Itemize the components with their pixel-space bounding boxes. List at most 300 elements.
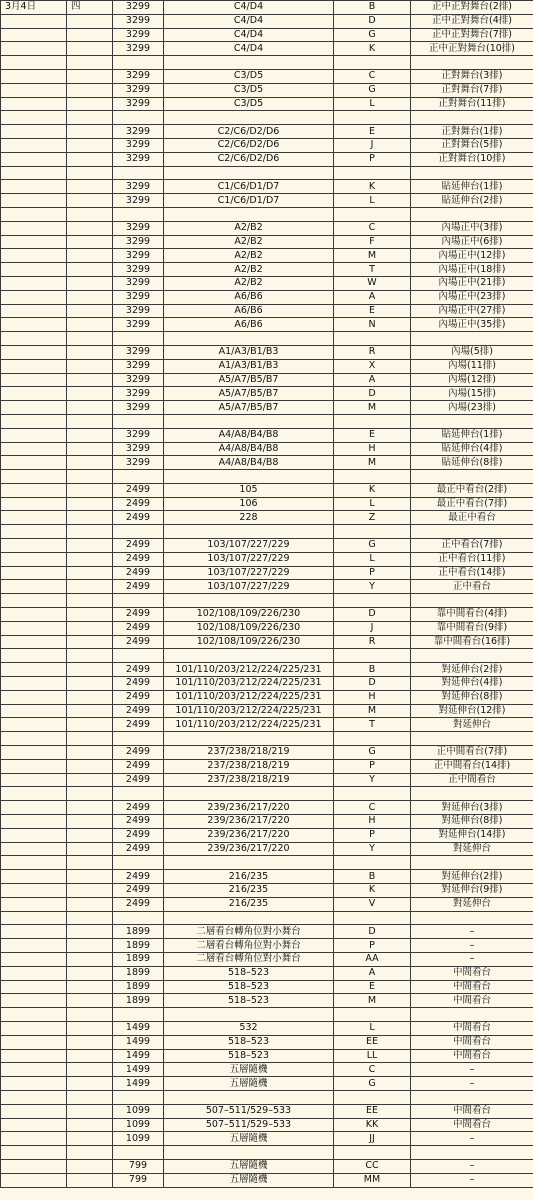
weekday-cell[interactable] [67, 552, 113, 566]
price-cell[interactable] [113, 111, 164, 125]
row-cell[interactable]: M [334, 456, 411, 470]
section-cell[interactable]: 102/108/109/226/230 [164, 621, 334, 635]
section-cell[interactable] [164, 525, 334, 539]
row-cell[interactable]: H [334, 690, 411, 704]
date-cell[interactable] [1, 456, 67, 470]
weekday-cell[interactable] [67, 663, 113, 677]
section-cell[interactable]: 五層隨機 [164, 1173, 334, 1187]
section-cell[interactable] [164, 166, 334, 180]
price-cell[interactable]: 3299 [113, 221, 164, 235]
section-cell[interactable]: A5/A7/B5/B7 [164, 387, 334, 401]
section-cell[interactable]: 216/235 [164, 870, 334, 884]
description-cell[interactable]: 內場正中(18排) [411, 263, 533, 277]
section-cell[interactable] [164, 1008, 334, 1022]
description-cell[interactable]: 中間看台 [411, 980, 533, 994]
section-cell[interactable]: A6/B6 [164, 318, 334, 332]
section-cell[interactable]: 106 [164, 497, 334, 511]
price-cell[interactable]: 1099 [113, 1104, 164, 1118]
weekday-cell[interactable] [67, 525, 113, 539]
price-cell[interactable]: 1899 [113, 994, 164, 1008]
description-cell[interactable]: 最正中看台(7排) [411, 497, 533, 511]
description-cell[interactable]: 對延伸台(2排) [411, 870, 533, 884]
description-cell[interactable] [411, 414, 533, 428]
price-cell[interactable]: 2499 [113, 552, 164, 566]
weekday-cell[interactable] [67, 1173, 113, 1187]
price-cell[interactable]: 1499 [113, 1049, 164, 1063]
section-cell[interactable]: 518–523 [164, 980, 334, 994]
price-cell[interactable]: 1499 [113, 1063, 164, 1077]
row-cell[interactable] [334, 1008, 411, 1022]
row-cell[interactable]: B [334, 1, 411, 15]
description-cell[interactable]: 貼延伸台(4排) [411, 442, 533, 456]
weekday-cell[interactable] [67, 1146, 113, 1160]
price-cell[interactable]: 3299 [113, 97, 164, 111]
section-cell[interactable]: A4/A8/B4/B8 [164, 428, 334, 442]
description-cell[interactable]: 內場正中(12排) [411, 249, 533, 263]
section-cell[interactable]: 102/108/109/226/230 [164, 608, 334, 622]
row-cell[interactable] [334, 332, 411, 346]
price-cell[interactable]: 3299 [113, 428, 164, 442]
price-cell[interactable]: 3299 [113, 318, 164, 332]
price-cell[interactable]: 1899 [113, 980, 164, 994]
description-cell[interactable]: 正中正對舞台(4排) [411, 14, 533, 28]
description-cell[interactable]: 正中間看台(7排) [411, 746, 533, 760]
section-cell[interactable] [164, 414, 334, 428]
weekday-cell[interactable] [67, 925, 113, 939]
date-cell[interactable] [1, 870, 67, 884]
date-cell[interactable] [1, 304, 67, 318]
price-cell[interactable] [113, 732, 164, 746]
price-cell[interactable]: 2499 [113, 759, 164, 773]
section-cell[interactable]: 239/236/217/220 [164, 828, 334, 842]
description-cell[interactable]: – [411, 939, 533, 953]
row-cell[interactable] [334, 732, 411, 746]
description-cell[interactable]: 最正中看台(2排) [411, 483, 533, 497]
date-cell[interactable] [1, 221, 67, 235]
weekday-cell[interactable] [67, 773, 113, 787]
description-cell[interactable]: 對延伸台(12排) [411, 704, 533, 718]
description-cell[interactable] [411, 470, 533, 484]
section-cell[interactable]: 518–523 [164, 1049, 334, 1063]
date-cell[interactable] [1, 552, 67, 566]
row-cell[interactable]: EE [334, 1035, 411, 1049]
description-cell[interactable]: 內場(23排) [411, 401, 533, 415]
date-cell[interactable] [1, 470, 67, 484]
section-cell[interactable] [164, 1146, 334, 1160]
weekday-cell[interactable] [67, 911, 113, 925]
weekday-cell[interactable] [67, 69, 113, 83]
row-cell[interactable]: D [334, 387, 411, 401]
weekday-cell[interactable] [67, 180, 113, 194]
description-cell[interactable]: 對延伸台(4排) [411, 677, 533, 691]
date-cell[interactable] [1, 759, 67, 773]
date-cell[interactable] [1, 69, 67, 83]
description-cell[interactable]: 內場(15排) [411, 387, 533, 401]
section-cell[interactable]: 507–511/529–533 [164, 1118, 334, 1132]
price-cell[interactable]: 1899 [113, 925, 164, 939]
description-cell[interactable] [411, 525, 533, 539]
section-cell[interactable]: 518–523 [164, 966, 334, 980]
date-cell[interactable] [1, 138, 67, 152]
date-cell[interactable] [1, 345, 67, 359]
date-cell[interactable] [1, 14, 67, 28]
price-cell[interactable]: 2499 [113, 842, 164, 856]
price-cell[interactable]: 1899 [113, 939, 164, 953]
price-cell[interactable] [113, 911, 164, 925]
row-cell[interactable]: JJ [334, 1132, 411, 1146]
section-cell[interactable]: C4/D4 [164, 28, 334, 42]
row-cell[interactable]: M [334, 704, 411, 718]
row-cell[interactable]: L [334, 1021, 411, 1035]
price-cell[interactable]: 2499 [113, 677, 164, 691]
date-cell[interactable] [1, 497, 67, 511]
section-cell[interactable]: C3/D5 [164, 69, 334, 83]
weekday-cell[interactable] [67, 1049, 113, 1063]
description-cell[interactable]: 內場(12排) [411, 373, 533, 387]
section-cell[interactable] [164, 649, 334, 663]
date-cell[interactable] [1, 263, 67, 277]
weekday-cell[interactable] [67, 263, 113, 277]
section-cell[interactable] [164, 56, 334, 70]
row-cell[interactable] [334, 111, 411, 125]
row-cell[interactable]: G [334, 83, 411, 97]
row-cell[interactable]: E [334, 980, 411, 994]
section-cell[interactable]: A6/B6 [164, 290, 334, 304]
weekday-cell[interactable] [67, 428, 113, 442]
description-cell[interactable]: 對延伸台(9排) [411, 884, 533, 898]
section-cell[interactable]: 五層隨機 [164, 1159, 334, 1173]
date-cell[interactable] [1, 856, 67, 870]
date-cell[interactable] [1, 1104, 67, 1118]
row-cell[interactable]: G [334, 746, 411, 760]
section-cell[interactable]: 239/236/217/220 [164, 842, 334, 856]
date-cell[interactable] [1, 732, 67, 746]
description-cell[interactable]: 內場正中(6排) [411, 235, 533, 249]
row-cell[interactable]: P [334, 828, 411, 842]
description-cell[interactable]: 貼延伸台(1排) [411, 180, 533, 194]
date-cell[interactable] [1, 884, 67, 898]
section-cell[interactable]: 507–511/529–533 [164, 1104, 334, 1118]
date-cell[interactable] [1, 525, 67, 539]
weekday-cell[interactable] [67, 111, 113, 125]
date-cell[interactable] [1, 276, 67, 290]
weekday-cell[interactable] [67, 387, 113, 401]
description-cell[interactable]: – [411, 1063, 533, 1077]
section-cell[interactable]: 五層隨機 [164, 1077, 334, 1091]
weekday-cell[interactable] [67, 14, 113, 28]
description-cell[interactable]: 中間看台 [411, 1035, 533, 1049]
description-cell[interactable]: 對延伸台(8排) [411, 815, 533, 829]
description-cell[interactable] [411, 1008, 533, 1022]
weekday-cell[interactable] [67, 539, 113, 553]
weekday-cell[interactable] [67, 304, 113, 318]
description-cell[interactable]: 內場(5排) [411, 345, 533, 359]
description-cell[interactable]: 正中正對舞台(7排) [411, 28, 533, 42]
section-cell[interactable]: 102/108/109/226/230 [164, 635, 334, 649]
section-cell[interactable]: 二層看台轉角位對小舞台 [164, 925, 334, 939]
date-cell[interactable] [1, 718, 67, 732]
description-cell[interactable] [411, 56, 533, 70]
row-cell[interactable]: T [334, 263, 411, 277]
weekday-cell[interactable] [67, 345, 113, 359]
weekday-cell[interactable] [67, 635, 113, 649]
row-cell[interactable]: V [334, 897, 411, 911]
section-cell[interactable]: 216/235 [164, 884, 334, 898]
date-cell[interactable] [1, 235, 67, 249]
row-cell[interactable]: P [334, 939, 411, 953]
weekday-cell[interactable] [67, 690, 113, 704]
row-cell[interactable]: L [334, 497, 411, 511]
price-cell[interactable]: 1899 [113, 952, 164, 966]
date-cell[interactable] [1, 414, 67, 428]
weekday-cell[interactable] [67, 83, 113, 97]
weekday-cell[interactable] [67, 759, 113, 773]
date-cell[interactable] [1, 152, 67, 166]
section-cell[interactable]: C3/D5 [164, 97, 334, 111]
weekday-cell[interactable] [67, 842, 113, 856]
weekday-cell[interactable] [67, 580, 113, 594]
description-cell[interactable]: 中間看台 [411, 1104, 533, 1118]
date-cell[interactable] [1, 911, 67, 925]
section-cell[interactable]: C2/C6/D2/D6 [164, 152, 334, 166]
section-cell[interactable] [164, 470, 334, 484]
description-cell[interactable] [411, 649, 533, 663]
row-cell[interactable]: D [334, 925, 411, 939]
date-cell[interactable] [1, 428, 67, 442]
row-cell[interactable]: D [334, 14, 411, 28]
weekday-cell[interactable] [67, 483, 113, 497]
date-cell[interactable] [1, 1159, 67, 1173]
description-cell[interactable]: 對延伸台(8排) [411, 690, 533, 704]
description-cell[interactable] [411, 332, 533, 346]
description-cell[interactable]: 對延伸台(14排) [411, 828, 533, 842]
date-cell[interactable] [1, 97, 67, 111]
date-cell[interactable] [1, 925, 67, 939]
section-cell[interactable]: 101/110/203/212/224/225/231 [164, 677, 334, 691]
price-cell[interactable] [113, 470, 164, 484]
price-cell[interactable]: 3299 [113, 456, 164, 470]
weekday-cell[interactable] [67, 442, 113, 456]
section-cell[interactable]: A6/B6 [164, 304, 334, 318]
weekday-cell[interactable] [67, 42, 113, 56]
section-cell[interactable] [164, 207, 334, 221]
date-cell[interactable] [1, 373, 67, 387]
section-cell[interactable]: A4/A8/B4/B8 [164, 442, 334, 456]
description-cell[interactable]: 貼延伸台(1排) [411, 428, 533, 442]
weekday-cell[interactable] [67, 125, 113, 139]
date-cell[interactable] [1, 773, 67, 787]
date-cell[interactable] [1, 359, 67, 373]
date-cell[interactable] [1, 897, 67, 911]
description-cell[interactable]: 貼延伸台(2排) [411, 194, 533, 208]
row-cell[interactable]: C [334, 221, 411, 235]
weekday-cell[interactable] [67, 152, 113, 166]
weekday-cell[interactable] [67, 704, 113, 718]
row-cell[interactable]: R [334, 635, 411, 649]
description-cell[interactable] [411, 911, 533, 925]
price-cell[interactable]: 3299 [113, 138, 164, 152]
row-cell[interactable] [334, 207, 411, 221]
row-cell[interactable]: M [334, 249, 411, 263]
date-cell[interactable] [1, 1063, 67, 1077]
weekday-cell[interactable] [67, 1063, 113, 1077]
weekday-cell[interactable] [67, 566, 113, 580]
description-cell[interactable] [411, 207, 533, 221]
row-cell[interactable]: Y [334, 842, 411, 856]
date-cell[interactable] [1, 194, 67, 208]
description-cell[interactable]: – [411, 1173, 533, 1187]
description-cell[interactable] [411, 856, 533, 870]
date-cell[interactable] [1, 83, 67, 97]
weekday-cell[interactable] [67, 594, 113, 608]
section-cell[interactable] [164, 111, 334, 125]
row-cell[interactable]: EE [334, 1104, 411, 1118]
description-cell[interactable]: 靠中間看台(9排) [411, 621, 533, 635]
description-cell[interactable] [411, 166, 533, 180]
description-cell[interactable]: 中間看台 [411, 966, 533, 980]
date-cell[interactable] [1, 125, 67, 139]
row-cell[interactable]: J [334, 621, 411, 635]
price-cell[interactable]: 3299 [113, 180, 164, 194]
description-cell[interactable]: 正中看台(14排) [411, 566, 533, 580]
date-cell[interactable] [1, 801, 67, 815]
section-cell[interactable]: C4/D4 [164, 42, 334, 56]
price-cell[interactable]: 2499 [113, 608, 164, 622]
weekday-cell[interactable] [67, 856, 113, 870]
price-cell[interactable]: 2499 [113, 539, 164, 553]
description-cell[interactable] [411, 1146, 533, 1160]
section-cell[interactable]: 二層看台轉角位對小舞台 [164, 952, 334, 966]
date-cell[interactable] [1, 180, 67, 194]
price-cell[interactable]: 3299 [113, 14, 164, 28]
weekday-cell[interactable] [67, 221, 113, 235]
date-cell[interactable] [1, 28, 67, 42]
section-cell[interactable]: 103/107/227/229 [164, 539, 334, 553]
section-cell[interactable]: 103/107/227/229 [164, 552, 334, 566]
section-cell[interactable]: 103/107/227/229 [164, 580, 334, 594]
date-cell[interactable] [1, 511, 67, 525]
section-cell[interactable]: 518–523 [164, 994, 334, 1008]
weekday-cell[interactable] [67, 235, 113, 249]
price-cell[interactable]: 799 [113, 1173, 164, 1187]
section-cell[interactable]: 二層看台轉角位對小舞台 [164, 939, 334, 953]
weekday-cell[interactable] [67, 290, 113, 304]
price-cell[interactable]: 3299 [113, 28, 164, 42]
date-cell[interactable] [1, 56, 67, 70]
weekday-cell[interactable] [67, 276, 113, 290]
date-cell[interactable] [1, 539, 67, 553]
weekday-cell[interactable] [67, 138, 113, 152]
weekday-cell[interactable] [67, 1104, 113, 1118]
price-cell[interactable]: 3299 [113, 1, 164, 15]
price-cell[interactable]: 3299 [113, 276, 164, 290]
row-cell[interactable] [334, 856, 411, 870]
section-cell[interactable]: 239/236/217/220 [164, 801, 334, 815]
date-cell[interactable] [1, 290, 67, 304]
date-cell[interactable] [1, 649, 67, 663]
section-cell[interactable]: 532 [164, 1021, 334, 1035]
row-cell[interactable]: C [334, 801, 411, 815]
description-cell[interactable]: 內場正中(21排) [411, 276, 533, 290]
price-cell[interactable] [113, 594, 164, 608]
row-cell[interactable] [334, 1090, 411, 1104]
price-cell[interactable]: 3299 [113, 345, 164, 359]
price-cell[interactable]: 3299 [113, 387, 164, 401]
section-cell[interactable]: A2/B2 [164, 249, 334, 263]
row-cell[interactable]: AA [334, 952, 411, 966]
date-cell[interactable] [1, 787, 67, 801]
weekday-cell[interactable] [67, 870, 113, 884]
row-cell[interactable] [334, 470, 411, 484]
section-cell[interactable]: C4/D4 [164, 1, 334, 15]
date-cell[interactable] [1, 594, 67, 608]
price-cell[interactable]: 2499 [113, 773, 164, 787]
row-cell[interactable]: G [334, 1077, 411, 1091]
weekday-cell[interactable] [67, 1118, 113, 1132]
description-cell[interactable]: 貼延伸台(8排) [411, 456, 533, 470]
price-cell[interactable] [113, 207, 164, 221]
row-cell[interactable]: Y [334, 580, 411, 594]
description-cell[interactable]: – [411, 1077, 533, 1091]
weekday-cell[interactable] [67, 373, 113, 387]
weekday-cell[interactable] [67, 456, 113, 470]
section-cell[interactable]: 237/238/218/219 [164, 773, 334, 787]
section-cell[interactable]: 五層隨機 [164, 1132, 334, 1146]
row-cell[interactable]: H [334, 442, 411, 456]
price-cell[interactable] [113, 1008, 164, 1022]
weekday-cell[interactable] [67, 897, 113, 911]
row-cell[interactable]: H [334, 815, 411, 829]
description-cell[interactable]: 內場正中(27排) [411, 304, 533, 318]
price-cell[interactable] [113, 166, 164, 180]
section-cell[interactable]: 239/236/217/220 [164, 815, 334, 829]
section-cell[interactable] [164, 732, 334, 746]
section-cell[interactable]: C2/C6/D2/D6 [164, 125, 334, 139]
description-cell[interactable]: 靠中間看台(16排) [411, 635, 533, 649]
row-cell[interactable]: A [334, 966, 411, 980]
description-cell[interactable]: 正對舞台(5排) [411, 138, 533, 152]
weekday-cell[interactable] [67, 332, 113, 346]
date-cell[interactable] [1, 842, 67, 856]
section-cell[interactable]: A2/B2 [164, 221, 334, 235]
weekday-cell[interactable] [67, 966, 113, 980]
description-cell[interactable]: 正中間看台 [411, 773, 533, 787]
weekday-cell[interactable] [67, 621, 113, 635]
price-cell[interactable]: 3299 [113, 249, 164, 263]
row-cell[interactable]: M [334, 994, 411, 1008]
price-cell[interactable] [113, 787, 164, 801]
price-cell[interactable]: 1099 [113, 1118, 164, 1132]
date-cell[interactable] [1, 1173, 67, 1187]
description-cell[interactable]: – [411, 952, 533, 966]
date-cell[interactable] [1, 939, 67, 953]
weekday-cell[interactable] [67, 980, 113, 994]
section-cell[interactable]: A2/B2 [164, 263, 334, 277]
section-cell[interactable]: 101/110/203/212/224/225/231 [164, 704, 334, 718]
description-cell[interactable]: 中間看台 [411, 1049, 533, 1063]
price-cell[interactable]: 3299 [113, 42, 164, 56]
section-cell[interactable]: A2/B2 [164, 276, 334, 290]
row-cell[interactable]: N [334, 318, 411, 332]
price-cell[interactable]: 3299 [113, 359, 164, 373]
date-cell[interactable] [1, 42, 67, 56]
price-cell[interactable]: 3299 [113, 83, 164, 97]
price-cell[interactable]: 3299 [113, 290, 164, 304]
row-cell[interactable]: G [334, 28, 411, 42]
section-cell[interactable] [164, 856, 334, 870]
description-cell[interactable]: 中間看台 [411, 994, 533, 1008]
row-cell[interactable]: KK [334, 1118, 411, 1132]
